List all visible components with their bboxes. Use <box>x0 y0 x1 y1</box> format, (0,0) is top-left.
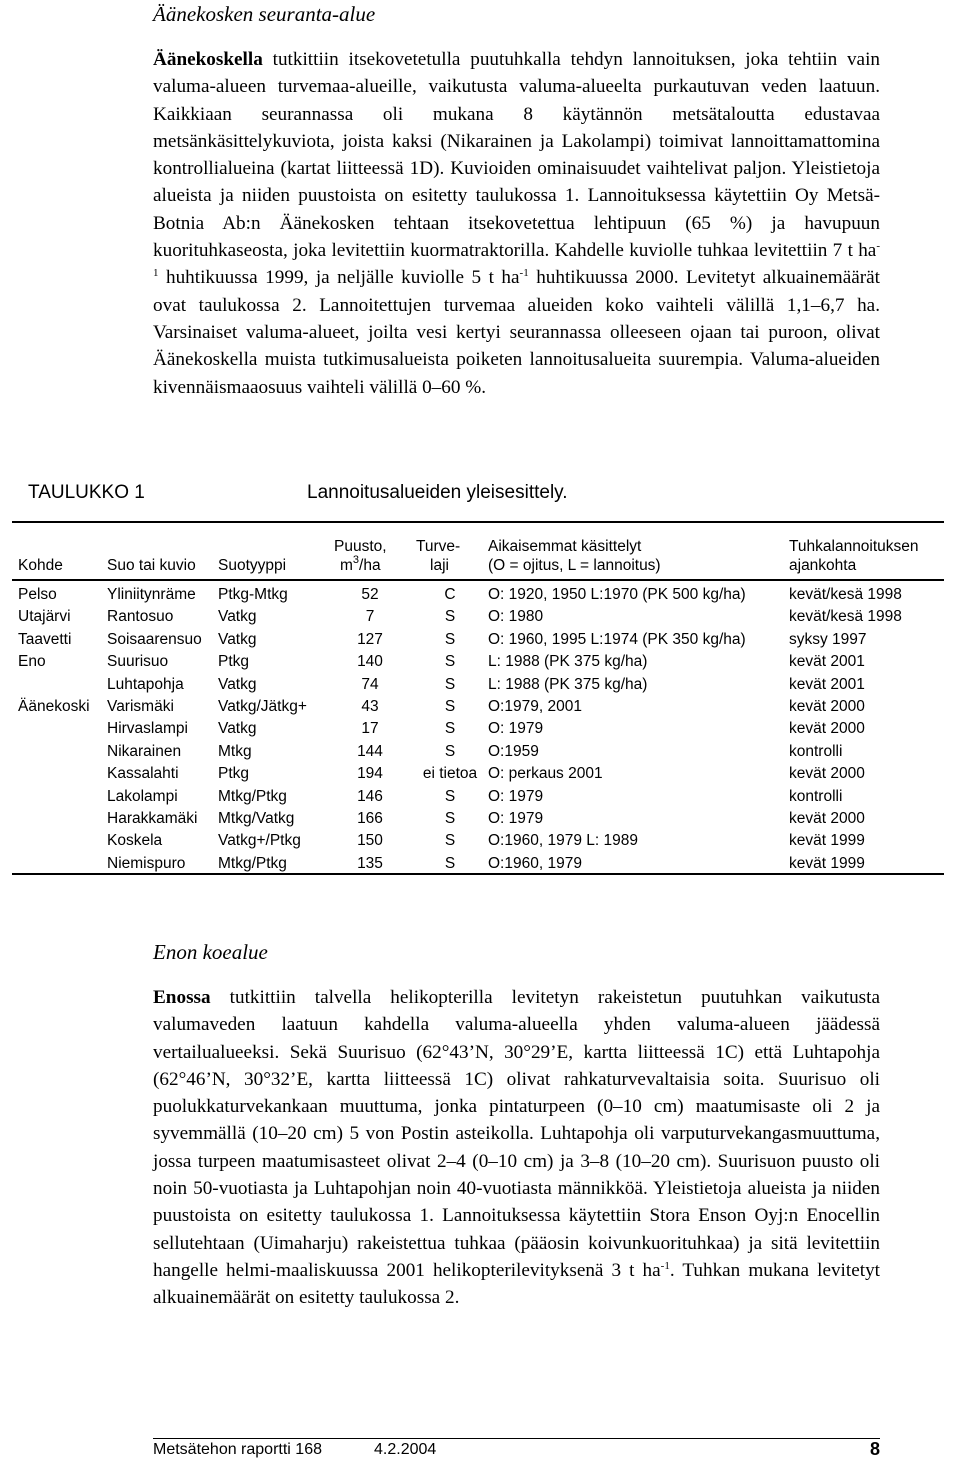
cell-turvelaji: S <box>444 787 456 805</box>
cell-puusto: 127 <box>357 630 383 648</box>
table-row <box>12 786 944 808</box>
cell-tuhka-ajankohta: kevät 2001 <box>789 653 865 671</box>
cell-suotyyppi: Ptkg <box>218 765 250 783</box>
cell-kohde: Utajärvi <box>18 608 71 626</box>
cell-suo: Suurisuo <box>107 653 169 671</box>
cell-kasittelyt: O:1959 <box>488 742 539 760</box>
cell-suo: Luhtapohja <box>107 675 184 693</box>
data-table <box>12 521 944 875</box>
cell-turvelaji: S <box>444 608 456 626</box>
cell-puusto: 74 <box>361 675 379 693</box>
cell-tuhka-ajankohta: kevät 2000 <box>789 720 865 738</box>
cell-tuhka-ajankohta: kevät/kesä 1998 <box>789 608 902 626</box>
cell-puusto: 144 <box>357 742 383 760</box>
cell-tuhka-ajankohta: kevät 2000 <box>789 810 865 827</box>
table-row <box>12 629 944 651</box>
footer-report-name: Metsätehon raportti 168 <box>153 1441 322 1458</box>
cell-puusto: 17 <box>361 720 379 738</box>
footer-rule <box>153 1438 880 1439</box>
table-row <box>12 584 944 606</box>
cell-kasittelyt: O: 1979 <box>488 810 544 827</box>
cell-turvelaji: S <box>444 810 456 827</box>
cell-tuhka-ajankohta: syksy 1997 <box>789 630 867 648</box>
table-row <box>12 763 944 785</box>
lead-word: Äänekoskella <box>153 49 263 70</box>
cell-tuhka-ajankohta: kontrolli <box>789 787 843 805</box>
cell-turvelaji: S <box>444 675 456 693</box>
cell-kohde: Taavetti <box>18 630 72 648</box>
header-puusto-line2: $m^3/ha$ <box>340 554 381 574</box>
table-row <box>12 741 944 763</box>
cell-puusto: 166 <box>357 810 383 827</box>
cell-kasittelyt: O: 1980 <box>488 608 544 626</box>
cell-suotyyppi: Vatkg <box>218 608 257 626</box>
cell-kasittelyt: O: 1920, 1950 L:1970 (PK 500 kg/ha) <box>488 586 746 603</box>
table-row <box>12 651 944 673</box>
cell-suo: Soisaarensuo <box>107 630 202 648</box>
table-row <box>12 808 944 830</box>
cell-suo: Koskela <box>107 832 163 850</box>
cell-suotyyppi: Ptkg-Mtkg <box>218 586 288 603</box>
table-row <box>12 696 944 718</box>
cell-kohde: Äänekoski <box>18 698 90 715</box>
cell-puusto: 150 <box>357 832 383 850</box>
cell-kasittelyt: O:1979, 2001 <box>488 698 582 715</box>
cell-tuhka-ajankohta: kevät 1999 <box>789 854 865 872</box>
cell-suo: Varismäki <box>107 698 174 715</box>
page-number: 8 <box>869 1439 880 1459</box>
paragraph-eno: Enossa tutkittiin talvella helikopterilla levitetyn rakeistetun puutuhkan vaikutusta valumaveden laatuun kahdella valuma-alueella yhden valuma-alueen jäädessä vertailualueeksi. Sekä Suurisuo (62°43’N, 30°29’E, kartta liitteessä 1C) että Luhtapohja (62°46’N, 30°32’E, kartta liitteessä 1C) olivat rahkaturvevaltaisia soita. Suurisuo oli puolukkaturvekankaan muuttuma, jonka pintaturpeen (0–10 cm) maatumisaste oli 2 ja syvemmällä (10–20 cm) 5 von Postin asteikolla. Luhtapohja oli varputurvekangasmuuttuma, jossa turpeen maatumisasteet olivat 2–4 (0–10 cm) ja 3–8 (10–20 cm). Suurisuon puusto oli noin 50-vuotiasta ja Luhtapohjan noin 40-vuotiasta männikköä. Yleistietoja alueista ja niiden puustoista on esitetty taulukossa 1. Lannoituksessa käytettiin Stora Enson Oyj:n Enocellin sellutehtaan (Uimaharju) rakeistettua tuhkaa (pääosin koivunkuorituhkaa) ja sitä levitettiin hangelle helmi-maaliskuussa 2001 helikopterilevityksenä 3 t $ha^{-1}$. Tuhkan mukana levitetyt alkuainemäärät on esitetty taulukossa 2. <box>153 987 880 1309</box>
cell-suotyyppi: Mtkg/Vatkg <box>218 810 295 827</box>
header-aikaisemmat-line2: (O = ojitus, L = lannoitus) <box>488 557 661 574</box>
header-turve-line2: laji <box>430 557 449 574</box>
cell-kasittelyt: O:1960, 1979 <box>488 854 582 872</box>
header-aikaisemmat-line1: Aikaisemmat käsittelyt <box>488 538 642 555</box>
header-divider <box>12 579 944 581</box>
header-turve-line1: Turve- <box>416 538 461 555</box>
lead-word: Enossa <box>153 987 211 1008</box>
cell-kasittelyt: O: perkaus 2001 <box>488 765 603 783</box>
cell-turvelaji: S <box>444 630 456 648</box>
cell-puusto: 43 <box>361 698 379 715</box>
cell-turvelaji: C <box>444 586 456 603</box>
cell-tuhka-ajankohta: kevät/kesä 1998 <box>789 586 902 603</box>
cell-turvelaji: S <box>444 854 456 872</box>
cell-suo: Kassalahti <box>107 765 179 783</box>
cell-suo: Harakkamäki <box>107 810 198 827</box>
table-row <box>12 606 944 628</box>
cell-suo: Nikarainen <box>107 742 182 760</box>
cell-suo: Rantosuo <box>107 608 174 626</box>
cell-suotyyppi: Vatkg/Jätkg+ <box>218 698 307 715</box>
cell-kasittelyt: O: 1979 <box>488 787 544 805</box>
cell-suo: Yliniitynräme <box>107 586 196 603</box>
cell-turvelaji: S <box>444 720 456 738</box>
cell-kasittelyt: O: 1979 <box>488 720 544 738</box>
cell-suo: Niemispuro <box>107 854 186 872</box>
cell-kohde: Pelso <box>18 586 57 603</box>
cell-suo: Hirvaslampi <box>107 720 188 738</box>
cell-suotyyppi: Mtkg <box>218 742 252 760</box>
cell-kasittelyt: O: 1960, 1995 L:1974 (PK 350 kg/ha) <box>488 630 746 648</box>
table-header <box>12 531 944 575</box>
header-kohde: Kohde <box>18 557 63 574</box>
cell-puusto: 194 <box>357 765 383 783</box>
table-row <box>12 830 944 852</box>
section-title-aanekoski: Äänekosken seuranta-alue <box>153 2 376 26</box>
cell-kasittelyt: O:1960, 1979 L: 1989 <box>488 832 638 850</box>
cell-tuhka-ajankohta: kevät 1999 <box>789 832 865 850</box>
section-title-eno: Enon koealue <box>153 940 268 964</box>
cell-tuhka-ajankohta: kevät 2001 <box>789 675 865 693</box>
cell-turvelaji: S <box>444 698 456 715</box>
paragraph-aanekoski: Äänekoskella tutkittiin itsekovetetulla puutuhkalla tehdyn lannoituksen, joka tehtiin vain valuma-alueen turvemaa-alueille, vaikutusta valuma-alueelta purkautuvan veden laatuun. Kaikkiaan seurannassa oli mukana 8 käytännön metsätaloutta edustavaa metsänkäsittelykuviota, joista kaksi (Nikarainen ja Lakolampi) toimivat lannoittamattomina kontrollialueina (kartat liitteessä 1D). Kuvioiden ominaisuudet vaihtelivat paljon. Yleistietoja alueista ja niiden puustoista on esitetty taulukossa 1. Lannoituksessa käytettiin Oy Metsä-Botnia Ab:n Äänekosken tehtaan itsekovetettua lehtipuun (65 %) ja havupuun kuorituhkaseosta, joka levitettiin kuormatraktorilla. Kahdelle kuviolle tuhkaa levitettiin 7 t $ha^{-1}$ huhtikuussa 1999, ja neljälle kuviolle 5 t $ha^{-1}$ huhtikuussa 2000. Levitetyt alkuainemäärät ovat taulukossa 2. Lannoitettujen turvemaa alueiden koko vaihteli välillä 1,1–6,7 ha. Varsinaiset valuma-alueet, joilta vesi kertyi seurannassa olleeseen ojaan tai puroon, olivat Äänekoskella muista tutkimusalueista poiketen lannoitusalueita suurempia. Valuma-alueiden kivennäismaaosuus vaihteli välillä 0–60 %. <box>153 49 880 398</box>
table-row <box>12 674 944 696</box>
cell-suotyyppi: Ptkg <box>218 653 250 671</box>
cell-kasittelyt: L: 1988 (PK 375 kg/ha) <box>488 675 648 693</box>
header-tuhka-line2: ajankohta <box>789 557 857 574</box>
cell-puusto: 135 <box>357 854 383 872</box>
cell-suotyyppi: Mtkg/Ptkg <box>218 854 287 872</box>
cell-turvelaji: S <box>444 832 456 850</box>
cell-turvelaji: ei tietoa <box>422 765 478 783</box>
header-puusto-line1: Puusto, <box>334 538 387 555</box>
table-row <box>12 853 944 875</box>
cell-puusto: 146 <box>357 787 383 805</box>
cell-suotyyppi: Vatkg <box>218 630 257 648</box>
cell-tuhka-ajankohta: kevät 2000 <box>789 698 865 715</box>
header-tuhka-line1: Tuhkalannoituksen <box>789 538 919 555</box>
cell-suo: Lakolampi <box>107 787 178 805</box>
cell-suotyyppi: Vatkg <box>218 675 257 693</box>
cell-turvelaji: S <box>444 653 456 671</box>
footer-date: 4.2.2004 <box>374 1441 437 1458</box>
table-caption: Lannoitusalueiden yleisesittely. <box>307 482 568 503</box>
table-row <box>12 718 944 740</box>
table-label: TAULUKKO 1 <box>28 482 145 503</box>
cell-turvelaji: S <box>444 742 456 760</box>
cell-tuhka-ajankohta: kontrolli <box>789 742 843 760</box>
cell-puusto: 7 <box>365 608 375 626</box>
cell-suotyyppi: Vatkg+/Ptkg <box>218 832 301 850</box>
cell-suotyyppi: Vatkg <box>218 720 257 738</box>
cell-tuhka-ajankohta: kevät 2000 <box>789 765 865 783</box>
cell-kohde: Eno <box>18 653 46 671</box>
cell-puusto: 140 <box>357 653 383 671</box>
cell-puusto: 52 <box>361 586 379 603</box>
cell-suotyyppi: Mtkg/Ptkg <box>218 787 287 805</box>
header-suo: Suo tai kuvio <box>107 557 196 574</box>
header-suotyyppi: Suotyyppi <box>218 557 287 574</box>
cell-kasittelyt: L: 1988 (PK 375 kg/ha) <box>488 653 648 671</box>
